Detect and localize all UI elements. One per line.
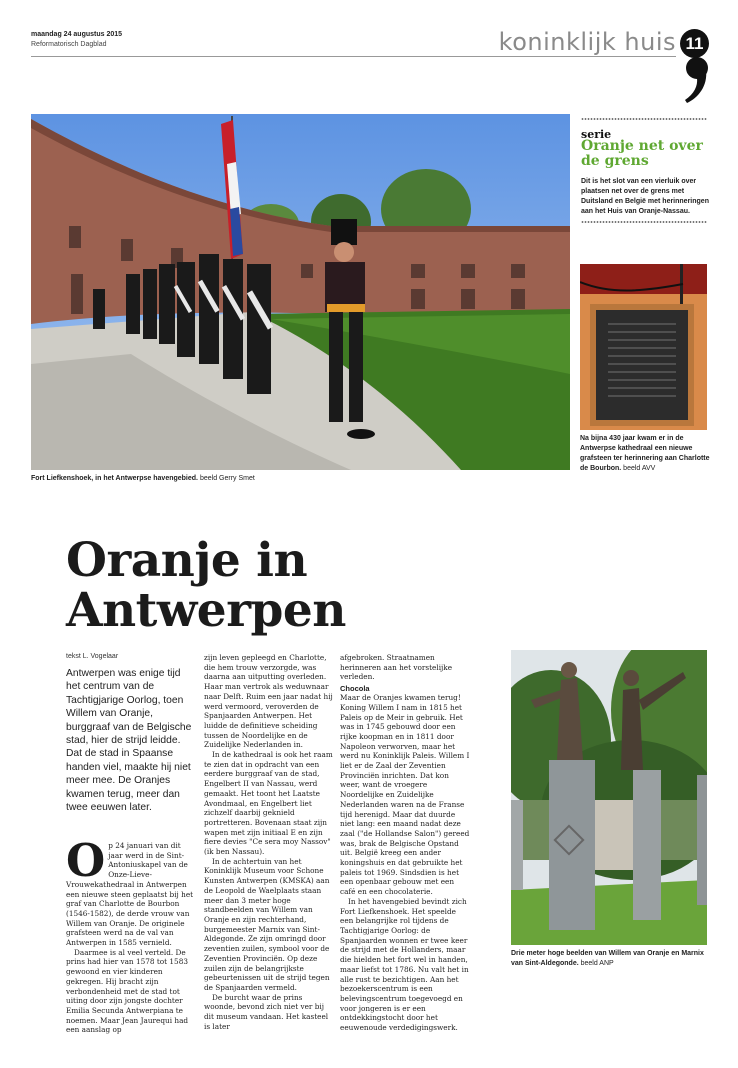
paragraph: p 24 januari van dit jaar werd in de Sint-Antoniuskapel van de Onze-Lieve-Vrouwekathedraal in Antwerpen een nieuwe steen geplaatst bij het graf van Charlotte de Bourbon (1546-1582), de derde vrouw van Willem van Oranje. De originele grafsteen werd na de val van Antwerpen in 1585 vernield. — [66, 841, 194, 948]
article-column-3 — [340, 653, 471, 1033]
paragraph: In de achtertuin van het Koninklijk Museum voor Schone Kunsten Antwerpen (KMSKA) aan de Leopold de Waelplaats staan meer dan 3 meter hoge standbeelden van Willem van Oranje en zijn rechterhand, burgemeester Marnix van Sint-Aldegonde. Ze zijn omringd door zeventien zuilen, symbool voor de Zeventien Provinciën. Op deze zuilen zijn de belangrijkste gebeurtenissen uit de strijd tegen de Spanjaarden vermeld. — [204, 856, 330, 992]
main-photo-credit: beeld Gerry Smet — [199, 475, 255, 482]
page-number-badge: 11 — [680, 29, 709, 58]
main-photo-caption-text: Fort Liefkenshoek, in het Antwerpse havengebied. — [31, 475, 198, 482]
issue-date: maandag 24 augustus 2015 — [31, 31, 123, 38]
series-label: serie — [581, 128, 612, 141]
paragraph: Maar de Oranjes kwamen terug! Koning Willem I nam in 1815 het Paleis op de Meir in gebruik. Het was in 1745 gebouwd door een rijke koopman en in 1811 door Napoleon verworven, maar het werd nu Koninklijk Paleis. Willem I liet er de Zaal der Zeventien Provinciën inrichten. Dat kon weer, want de vroegere Noordelijke en Zuidelijke Nederlanden waren na de Franse tijd herenigd. Maar dat duurde niet lang: een maand nadat deze zaal ("de Hollandse Salon") gereed was, brak de Belgische Opstand uit. België kreeg een ander koningshuis en dat gebruikte het paleis tot 1969. Sindsdien is het een openbaar gebouw met een café en een chocolaterie. — [340, 693, 470, 897]
paragraph: zijn leven gepleegd en Charlotte, die hem trouw verzorgde, was daarna aan uitputting overleden. Haar man vertrok als weduwnaar naar Delft. Ruim een jaar nadat hij werd vermoord, veroverden de Spanjaarden Antwerpen. Het luidde de definitieve scheiding tussen de Noordelijke en de Zuidelijke Nederlanden in. — [204, 653, 333, 750]
paragraph: De burcht waar de prins woonde, bevond zich niet ver bij dit museum vandaan. Het kasteel is later — [204, 992, 329, 1031]
main-photo-fort — [31, 114, 570, 470]
drop-cap: O — [66, 834, 106, 887]
tomb-photo-credit: beeld AVV — [623, 465, 656, 472]
series-description: Dit is het slot van een vierluik over plaatsen net over de grens met Duitsland en België met herinneringen aan het Huis van Oranje-Nassau. — [581, 178, 709, 215]
statue-photo — [511, 650, 707, 945]
statue-photo-caption — [511, 949, 711, 969]
paragraph: Daarmee is al veel verteld. De prins had hier van 1578 tot 1583 gewoond en vier kinderen gekregen. Hij bracht zijn verbondenheid met de stad tot uiting door zijn jongste dochter Emilia Secunda Antwerpiana te noemen. Maar Jean Jaurequi had een aanslag op — [66, 947, 189, 1035]
series-bottom-divider — [581, 221, 707, 223]
statue-caption-text: Drie meter hoge beelden van Willem van Oranje en Marnix van Sint-Aldegonde. — [511, 950, 704, 967]
section-title: koninklijk huis — [498, 28, 676, 56]
tomb-photo — [580, 264, 707, 430]
newspaper-name: Reformatorisch Dagblad — [31, 41, 107, 48]
header-rule — [31, 56, 676, 57]
article-intro: Antwerpen was enige tijd het centrum van de Tachtigjarige Oorlog, toen Willem van Oranje, burggraaf van de Belgische stad, hier de strijd leidde. Dat de stad in Spaanse handen viel, maakte hij niet meer mee. De Oranjes kwamen terug, meer dan twee eeuwen later. — [66, 668, 192, 814]
article-column-2 — [204, 653, 335, 1031]
paragraph: afgebroken. Straatnamen herinneren aan het vorstelijke verleden. — [340, 653, 453, 682]
main-photo-caption — [31, 474, 571, 484]
paragraph: In het havengebied bevindt zich Fort Liefkenshoek. Het speelde een belangrijke rol tijdens de Tachtigjarige Oorlog: de Spanjaarden wonnen er twee keer de strijd met de Hollanders, maar die hielden het fort wel in handen, maar liefst tot 1786. Nu valt het in alle rust te bezichtigen. Aan het bezoekerscentrum is een belevingscentrum toegevoegd en voor jongeren is er een ontdekkingstocht door het eeuwenoude verdedigingswerk. — [340, 896, 469, 1033]
statue-photo-credit: beeld ANP — [580, 960, 614, 967]
article-column-1 — [66, 834, 197, 1035]
subheading-chocola: Chocola — [340, 684, 370, 694]
article-headline: Oranje in Antwerpen — [66, 533, 346, 638]
tomb-photo-caption — [580, 434, 710, 474]
series-top-divider — [581, 118, 707, 120]
comma-icon — [684, 56, 708, 104]
tomb-caption-text: Na bijna 430 jaar kwam er in de Antwerpse kathedraal een nieuwe grafsteen ter herinnering aan Charlotte de Bourbon. — [580, 435, 710, 472]
paragraph: In de kathedraal is ook het raam te zien dat in opdracht van een eerdere burggraaf van de stad, Engelbert II van Nassau, werd gemaakt. Het toont het Laatste Avondmaal, en Engelbert liet zichzelf daarbij geknield portretteren. Bovenaan staat zijn wapen met zijn initiaal E en zijn fiere devies "Ce sera moy Nassov" (ik ben Nassau). — [204, 750, 333, 857]
byline: tekst L. Vogelaar — [66, 653, 119, 660]
series-title: Oranje net over de grens — [581, 138, 703, 169]
